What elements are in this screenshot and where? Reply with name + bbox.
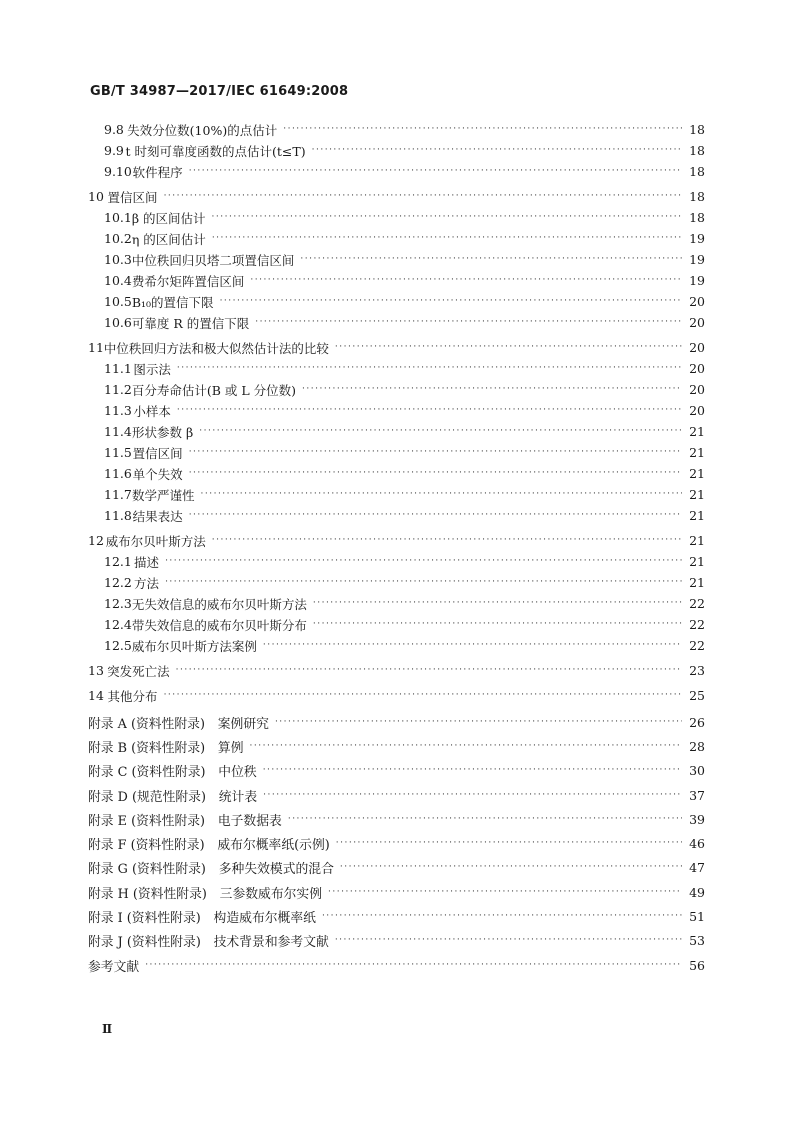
toc-leader-dots <box>145 961 682 970</box>
toc-entry[interactable] <box>88 207 705 228</box>
toc-leader-dots <box>177 364 682 373</box>
toc-entry[interactable] <box>88 614 705 635</box>
toc-entry[interactable] <box>88 379 705 400</box>
toc-entry[interactable] <box>88 161 705 182</box>
toc-entry-number: 10.4 <box>104 273 132 288</box>
toc-entry[interactable] <box>88 880 705 904</box>
toc-entry-page: 47 <box>689 860 705 876</box>
toc-entry-title: 方法 <box>134 575 160 591</box>
toc-entry[interactable] <box>88 228 705 249</box>
toc-entry-title: 威布尔贝叶斯方法案例 <box>131 638 257 654</box>
toc-entry[interactable] <box>88 807 705 831</box>
toc-entry[interactable] <box>88 421 705 442</box>
toc-entry-page: 20 <box>689 403 705 418</box>
toc-entry-page: 30 <box>689 763 705 779</box>
toc-entry-number: 11.6 <box>104 466 132 481</box>
toc-entry-title: 中位秩回归方法和极大似然估计法的比较 <box>103 340 329 356</box>
toc-entry-title: 图示法 <box>133 361 171 377</box>
toc-entry-page: 19 <box>689 252 705 267</box>
toc-entry[interactable] <box>88 484 705 505</box>
toc-entry-page: 21 <box>689 445 705 460</box>
toc-entry[interactable] <box>88 530 705 551</box>
toc-leader-dots <box>164 691 682 700</box>
toc-entry-number: 9.9 <box>104 143 124 158</box>
toc-entry-page: 28 <box>689 738 705 754</box>
toc-entry[interactable] <box>88 593 705 614</box>
toc-entry-page: 22 <box>689 617 705 632</box>
toc-entry-number: 9.8 <box>104 122 124 137</box>
toc-leader-dots <box>164 192 682 201</box>
toc-entry-title: 小样本 <box>133 403 171 419</box>
toc-entry-number: 14 <box>88 688 104 703</box>
toc-entry-title: η 的区间估计 <box>131 231 206 247</box>
toc-entry-page: 53 <box>689 933 705 949</box>
toc-entry-number: 11.5 <box>104 445 132 460</box>
toc-entry-page: 26 <box>689 714 705 730</box>
toc-entry[interactable] <box>88 463 705 484</box>
toc-entry[interactable] <box>88 291 705 312</box>
toc-leader-dots <box>165 578 682 587</box>
toc-leader-dots <box>336 839 682 848</box>
toc-entry-title: 费希尔矩阵置信区间 <box>131 273 245 289</box>
toc-entry-title: 附录 H (资料性附录) 三参数威布尔实例 <box>88 886 323 902</box>
toc-entry-page: 20 <box>689 361 705 376</box>
toc-leader-dots <box>189 511 682 520</box>
toc-entry-number: 10 <box>88 189 104 204</box>
toc-entry-number: 11.7 <box>104 487 132 502</box>
toc-entry[interactable] <box>88 119 705 140</box>
toc-entry-number: 12.4 <box>104 617 132 632</box>
toc-entry-page: 18 <box>689 143 705 158</box>
toc-entry[interactable] <box>88 929 705 953</box>
toc-entry[interactable] <box>88 685 705 706</box>
toc-entry-page: 39 <box>689 811 705 827</box>
toc-leader-dots <box>300 255 682 264</box>
standard-header: GB/T 34987—2017/IEC 61649:2008 <box>90 84 349 99</box>
toc-entry-title: 软件程序 <box>132 164 183 180</box>
toc-entry[interactable] <box>88 337 705 358</box>
toc-entry-number: 12.1 <box>104 554 132 569</box>
toc-entry-title: 置信区间 <box>107 189 158 205</box>
toc-entry-title: 附录 G (资料性附录) 多种失效模式的混合 <box>88 862 334 878</box>
toc-entry-number: 12.5 <box>104 638 132 653</box>
toc-entry[interactable] <box>88 572 705 593</box>
toc-entry-title: 失效分位数(10%)的点估计 <box>127 122 278 138</box>
toc-entry-number: 11.2 <box>104 382 132 397</box>
toc-leader-dots <box>313 599 682 608</box>
toc-leader-dots <box>302 385 682 394</box>
toc-leader-dots <box>165 557 682 566</box>
toc-entry-page: 49 <box>689 884 705 900</box>
toc-entry[interactable] <box>88 358 705 379</box>
toc-entry-title: 中位秩回归贝塔二项置信区间 <box>131 252 295 268</box>
toc-entry[interactable] <box>88 660 705 681</box>
toc-entry-page: 21 <box>689 533 705 548</box>
toc-leader-dots <box>263 791 682 800</box>
toc-entry-title: 数学严谨性 <box>131 487 195 503</box>
toc-entry-page: 51 <box>689 909 705 925</box>
toc-entry-title: 附录 A (资料性附录) 案例研究 <box>88 716 269 732</box>
toc-entry-page: 19 <box>689 273 705 288</box>
toc-entry-page: 21 <box>689 508 705 523</box>
toc-entry-title: 其他分布 <box>107 688 158 704</box>
toc-leader-dots <box>212 536 682 545</box>
toc-entry[interactable] <box>88 400 705 421</box>
toc-entry-page: 20 <box>689 382 705 397</box>
toc-entry[interactable] <box>88 953 705 977</box>
toc-entry[interactable] <box>88 734 705 758</box>
toc-entry-number: 10.1 <box>104 210 132 225</box>
toc-entry-number: 11.8 <box>104 508 132 523</box>
table-of-contents <box>88 119 705 977</box>
toc-entry-page: 18 <box>689 210 705 225</box>
toc-entry-page: 25 <box>689 688 705 703</box>
toc-entry-page: 21 <box>689 575 705 590</box>
toc-leader-dots <box>177 406 682 415</box>
toc-entry-title: 描述 <box>134 554 160 570</box>
toc-entry[interactable] <box>88 140 705 161</box>
toc-leader-dots <box>250 276 682 285</box>
toc-entry-title: 形状参数 β <box>132 424 194 440</box>
toc-entry[interactable] <box>88 710 705 734</box>
toc-leader-dots <box>275 718 682 727</box>
toc-leader-dots <box>212 213 682 222</box>
toc-entry-number: 10.5 <box>104 294 132 309</box>
toc-entry[interactable] <box>88 312 705 333</box>
toc-entry-page: 20 <box>689 315 705 330</box>
toc-leader-dots <box>212 234 682 243</box>
toc-entry-number: 11 <box>88 340 104 355</box>
toc-entry-title: 带失效信息的威布尔贝叶斯分布 <box>131 617 307 633</box>
toc-entry-number: 12 <box>88 533 104 548</box>
toc-entry-page: 18 <box>689 122 705 137</box>
toc-entry-title: β 的区间估计 <box>131 210 206 226</box>
toc-entry-page: 22 <box>689 596 705 611</box>
toc-entry-page: 18 <box>689 189 705 204</box>
toc-entry-number: 13 <box>88 663 104 678</box>
toc-leader-dots <box>328 888 682 897</box>
toc-leader-dots <box>255 318 682 327</box>
toc-leader-dots <box>199 427 682 436</box>
toc-entry-title: 附录 J (资料性附录) 技术背景和参考文献 <box>88 935 329 951</box>
toc-entry-number: 11.4 <box>104 424 132 439</box>
toc-leader-dots <box>189 167 682 176</box>
toc-entry-title: 附录 E (资料性附录) 电子数据表 <box>88 813 282 829</box>
toc-entry-title: 附录 D (规范性附录) 统计表 <box>88 789 258 805</box>
toc-entry[interactable] <box>88 831 705 855</box>
toc-entry-page: 21 <box>689 487 705 502</box>
toc-entry[interactable] <box>88 442 705 463</box>
toc-entry-page: 20 <box>689 294 705 309</box>
toc-entry-page: 23 <box>689 663 705 678</box>
toc-leader-dots <box>176 666 682 675</box>
toc-entry-title: 附录 I (资料性附录) 构造威布尔概率纸 <box>88 911 316 927</box>
toc-entry-title: 无失效信息的威布尔贝叶斯方法 <box>131 596 307 612</box>
toc-entry[interactable] <box>88 635 705 656</box>
toc-entry-page: 21 <box>689 424 705 439</box>
toc-leader-dots <box>283 125 682 134</box>
toc-entry-title: t 时刻可靠度函数的点估计(t≤T) <box>125 143 306 159</box>
toc-leader-dots <box>201 490 683 499</box>
toc-entry[interactable] <box>88 270 705 291</box>
toc-entry-page: 18 <box>689 164 705 179</box>
toc-entry-title: 置信区间 <box>132 445 183 461</box>
toc-entry[interactable] <box>88 249 705 270</box>
toc-entry[interactable] <box>88 505 705 526</box>
toc-entry-page: 20 <box>689 340 705 355</box>
toc-entry-number: 11.3 <box>104 403 132 418</box>
toc-entry-title: 附录 F (资料性附录) 威布尔概率纸(示例) <box>88 838 330 854</box>
toc-entry-page: 21 <box>689 466 705 481</box>
toc-leader-dots <box>189 448 682 457</box>
toc-leader-dots <box>335 936 682 945</box>
toc-entry-number: 10.2 <box>104 231 132 246</box>
toc-leader-dots <box>313 620 682 629</box>
toc-leader-dots <box>312 146 682 155</box>
toc-entry-number: 11.1 <box>104 361 132 376</box>
toc-leader-dots <box>263 641 682 650</box>
toc-entry-page: 37 <box>689 787 705 803</box>
toc-entry-title: 突发死亡法 <box>107 663 170 679</box>
toc-entry[interactable] <box>88 856 705 880</box>
toc-leader-dots <box>335 343 682 352</box>
toc-entry-page: 21 <box>689 554 705 569</box>
toc-entry-page: 46 <box>689 836 705 852</box>
toc-entry-title: 可靠度 R 的置信下限 <box>131 315 250 331</box>
toc-leader-dots <box>263 766 682 775</box>
toc-entry[interactable] <box>88 783 705 807</box>
toc-entry-title: 百分寿命估计(B 或 L 分位数) <box>131 382 297 398</box>
toc-entry-number: 10.6 <box>104 315 132 330</box>
toc-leader-dots <box>250 742 683 751</box>
toc-leader-dots <box>288 815 682 824</box>
toc-entry-page: 19 <box>689 231 705 246</box>
toc-entry-page: 56 <box>689 957 705 973</box>
toc-entry-title: 威布尔贝叶斯方法 <box>105 533 206 549</box>
toc-entry-title: 参考文献 <box>88 959 140 975</box>
toc-entry-number: 9.10 <box>104 164 132 179</box>
toc-entry-title: 单个失效 <box>132 466 183 482</box>
toc-leader-dots <box>322 912 682 921</box>
toc-entry-number: 10.3 <box>104 252 132 267</box>
toc-entry[interactable] <box>88 904 705 928</box>
toc-entry-title: 附录 C (资料性附录) 中位秩 <box>88 765 257 781</box>
page-number: Ⅱ <box>102 1022 113 1036</box>
toc-entry-title: 附录 B (资料性附录) 算例 <box>88 740 244 756</box>
toc-leader-dots <box>189 469 682 478</box>
toc-entry-number: 12.3 <box>104 596 132 611</box>
toc-entry-title: B₁₀的置信下限 <box>131 294 214 310</box>
toc-entry[interactable] <box>88 759 705 783</box>
toc-leader-dots <box>340 863 682 872</box>
toc-entry-page: 22 <box>689 638 705 653</box>
toc-entry[interactable] <box>88 551 705 572</box>
toc-entry-number: 12.2 <box>104 575 132 590</box>
toc-leader-dots <box>220 297 682 306</box>
toc-entry-title: 结果表达 <box>132 508 183 524</box>
toc-entry[interactable] <box>88 186 705 207</box>
